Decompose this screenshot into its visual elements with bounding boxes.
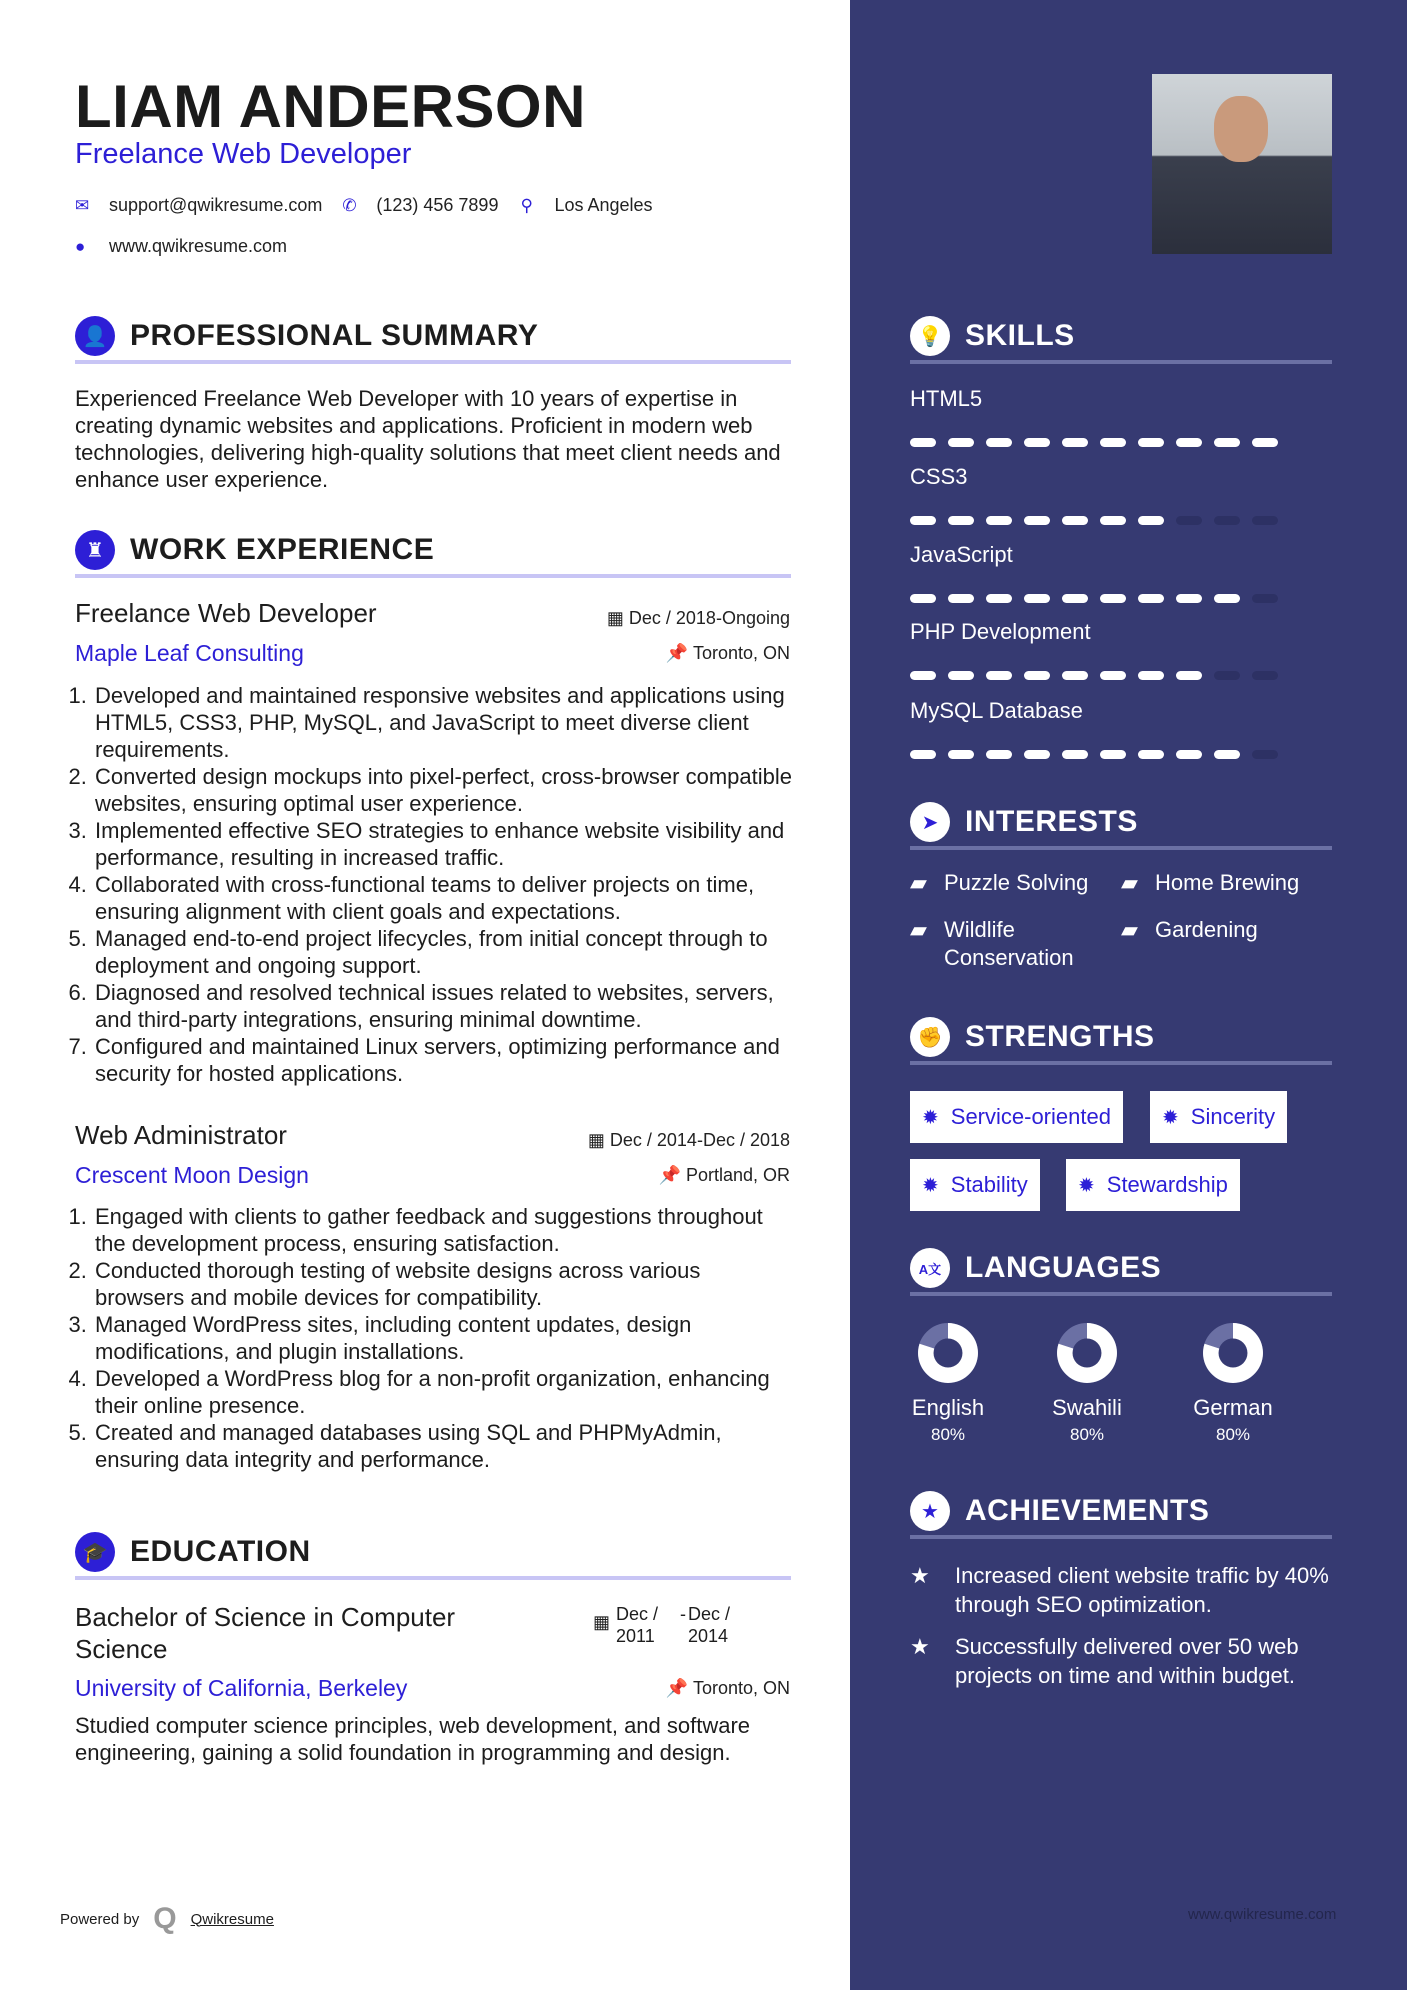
skill-level-dash: [1100, 516, 1126, 525]
skill-level-dash: [910, 516, 936, 525]
section-title: STRENGTHS: [965, 1020, 1155, 1053]
skill-level-dash: [986, 750, 1012, 759]
experience-heading: [75, 530, 791, 578]
skill-level-dash: [1100, 594, 1126, 603]
skill-level-bar: [910, 594, 1278, 603]
calendar-icon: ▦: [587, 1130, 610, 1150]
skill-level-dash: [986, 671, 1012, 680]
interest-label: Puzzle Solving: [944, 870, 1089, 895]
pin-icon: 📌: [658, 1165, 686, 1185]
job-date-1: [607, 608, 790, 629]
job-date-2: [588, 1130, 790, 1151]
skill-name: MySQL Database: [910, 698, 1083, 723]
summary-heading: [75, 316, 791, 364]
skill-level-dash: [1252, 750, 1278, 759]
skill-level-dash: [948, 671, 974, 680]
section-title: PROFESSIONAL SUMMARY: [130, 319, 539, 352]
badge-icon: ✹: [922, 1106, 939, 1129]
paper-plane-icon: ➤: [910, 802, 950, 842]
skill-level-dash: [1252, 438, 1278, 447]
powered-by: [60, 1902, 274, 1936]
globe-icon: ●: [75, 236, 86, 256]
job-title-1: Freelance Web Developer: [75, 598, 377, 628]
badge-icon: ✹: [1162, 1106, 1179, 1129]
location: Portland, OR: [685, 1165, 790, 1185]
language-percent: 80%: [930, 1425, 966, 1444]
skill-level-dash: [948, 594, 974, 603]
skill-level-dash: [1024, 750, 1050, 759]
skill-level-dash: [1214, 438, 1240, 447]
graduate-icon: 🎓: [75, 1532, 115, 1572]
calendar-icon: ▦: [606, 608, 629, 628]
skill-level-dash: [1214, 594, 1240, 603]
section-title: SKILLS: [965, 319, 1075, 352]
language-name: English: [911, 1395, 985, 1420]
location: Los Angeles: [554, 195, 653, 215]
skill-level-dash: [1176, 594, 1202, 603]
job-title-2: Web Administrator: [75, 1120, 287, 1150]
skill-name: CSS3: [910, 464, 968, 489]
profile-photo: [1152, 74, 1332, 254]
list-item: 5. Managed end-to-end project lifecycles, from initial concept through to deployment and ongoing support.: [93, 925, 795, 979]
skill-level-dash: [948, 438, 974, 447]
job-location-2: [659, 1165, 790, 1186]
list-item: 2. Conducted thorough testing of website designs across various browsers and mobile devices for compatibility.: [93, 1257, 795, 1311]
skill-level-dash: [1138, 594, 1164, 603]
location: Toronto, ON: [692, 1678, 790, 1698]
strength-chip: [1066, 1159, 1240, 1211]
pin-icon: 📌: [665, 643, 693, 663]
interest-label: Wildlife Conservation: [944, 917, 1074, 970]
skill-level-dash: [1024, 594, 1050, 603]
start-date: Dec / 2011: [616, 1604, 659, 1646]
language-donut: [1056, 1322, 1118, 1384]
skill-name: PHP Development: [910, 619, 1091, 644]
skill-level-dash: [986, 594, 1012, 603]
summary-text: Experienced Freelance Web Developer with 10 years of expertise in creating dynamic websites and applications. Proficient in modern web technologies, delivering high-quality solutions that meet client needs and enhance user experience.: [75, 386, 781, 492]
website[interactable]: www.qwikresume.com: [109, 236, 288, 256]
interest-item: [910, 869, 1088, 897]
qwikresume-link[interactable]: Qwikresume: [190, 1910, 274, 1928]
skill-level-dash: [1024, 438, 1050, 447]
skill-level-dash: [1024, 516, 1050, 525]
strengths-heading: [910, 1017, 1332, 1065]
school: University of California, Berkeley: [75, 1675, 408, 1701]
strength-label: Service-oriented: [950, 1104, 1111, 1129]
degree: Bachelor of Science in Computer Science: [75, 1602, 456, 1664]
skill-name: JavaScript: [910, 542, 1013, 567]
shooting-star-icon: ★: [910, 1634, 930, 1659]
list-item: 4. Developed a WordPress blog for a non-profit organization, enhancing their online presence.: [93, 1365, 795, 1419]
skill-level-dash: [948, 516, 974, 525]
list-item: 5. Created and managed databases using SQL and PHPMyAdmin, ensuring data integrity and performance.: [93, 1419, 795, 1473]
strength-chip: [1150, 1091, 1287, 1143]
date-separator: -: [680, 1604, 687, 1624]
skill-level-dash: [910, 750, 936, 759]
star-icon: ★: [910, 1491, 950, 1531]
skill-level-dash: [1100, 438, 1126, 447]
skill-level-bar: [910, 671, 1278, 680]
user-icon: 👤: [75, 316, 115, 356]
skill-level-dash: [1176, 750, 1202, 759]
fist-icon: ✊: [910, 1017, 950, 1057]
skill-level-dash: [1252, 516, 1278, 525]
list-item: 3. Implemented effective SEO strategies to enhance website visibility and performance, resulting in increased traffic.: [93, 817, 795, 871]
achievements-heading: [910, 1491, 1332, 1539]
book-icon: ▰: [1121, 917, 1138, 942]
skill-level-bar: [910, 516, 1278, 525]
footer-website[interactable]: www.qwikresume.com: [1188, 1906, 1337, 1923]
skill-level-dash: [1252, 594, 1278, 603]
skill-level-dash: [1062, 438, 1088, 447]
skill-level-dash: [1252, 671, 1278, 680]
skill-level-dash: [1062, 594, 1088, 603]
achievement-item: [910, 1632, 1350, 1690]
interest-item: [1121, 869, 1299, 897]
skill-level-dash: [1138, 438, 1164, 447]
book-icon: ▰: [1121, 870, 1138, 895]
section-title: EDUCATION: [130, 1535, 311, 1568]
interest-item: [1121, 916, 1258, 944]
list-item: 4. Collaborated with cross-functional teams to deliver projects on time, ensuring alignment with client goals and expectations.: [93, 871, 795, 925]
website-row: [75, 236, 287, 257]
education-text: Studied computer science principles, web development, and software engineering, gaining a solid foundation in programming and design.: [75, 1713, 751, 1765]
language-donut: [917, 1322, 979, 1384]
qwikresume-logo-icon: Q: [153, 1902, 177, 1935]
list-item: 2. Converted design mockups into pixel-perfect, cross-browser compatible websites, ensuring optimal user experience.: [93, 763, 795, 817]
strength-label: Stewardship: [1106, 1172, 1228, 1197]
skill-level-dash: [1176, 438, 1202, 447]
badge-icon: ✹: [922, 1174, 939, 1197]
language-item: [1027, 1322, 1147, 1445]
skill-level-dash: [910, 594, 936, 603]
skill-level-dash: [1100, 671, 1126, 680]
chair-icon: ♜: [75, 530, 115, 570]
skill-level-bar: [910, 750, 1278, 759]
skill-level-dash: [1100, 750, 1126, 759]
language-name: German: [1193, 1395, 1273, 1420]
achievement-item: [910, 1561, 1350, 1619]
pin-icon: 📌: [665, 1678, 693, 1698]
translate-icon: A文: [910, 1248, 950, 1288]
achievement-text: Increased client website traffic by 40% through SEO optimization.: [955, 1563, 1329, 1617]
section-title: ACHIEVEMENTS: [965, 1494, 1210, 1527]
language-percent: 80%: [1215, 1425, 1251, 1444]
skill-level-dash: [986, 516, 1012, 525]
skill-level-dash: [948, 750, 974, 759]
language-donut: [1202, 1322, 1264, 1384]
education-heading: [75, 1532, 791, 1580]
languages-heading: [910, 1248, 1332, 1296]
map-pin-icon: ⚲: [520, 195, 533, 215]
book-icon: ▰: [910, 917, 927, 942]
skill-level-bar: [910, 438, 1278, 447]
job-duties-2: [75, 1203, 795, 1473]
lightbulb-icon: 💡: [910, 316, 950, 356]
date: Dec / 2014-Dec / 2018: [609, 1130, 790, 1150]
section-title: WORK EXPERIENCE: [130, 533, 435, 566]
sidebar: [850, 0, 1407, 1990]
skill-level-dash: [1214, 750, 1240, 759]
date: Dec / 2018-Ongoing: [628, 608, 790, 628]
skill-level-dash: [1138, 750, 1164, 759]
skill-level-dash: [986, 438, 1012, 447]
skill-level-dash: [1138, 671, 1164, 680]
language-name: Swahili: [1052, 1395, 1122, 1420]
skill-level-dash: [910, 671, 936, 680]
job-title: Freelance Web Developer: [75, 138, 412, 170]
envelope-icon: ✉: [75, 195, 90, 215]
phone-icon: ✆: [342, 195, 357, 215]
list-item: 6. Diagnosed and resolved technical issues related to websites, servers, and third-party integrations, ensuring minimal downtime.: [93, 979, 795, 1033]
language-item: [888, 1322, 1008, 1445]
skill-level-dash: [1062, 750, 1088, 759]
company-2: Crescent Moon Design: [75, 1162, 309, 1188]
skill-level-dash: [1138, 516, 1164, 525]
interests-heading: [910, 802, 1332, 850]
skill-level-dash: [1062, 516, 1088, 525]
badge-icon: ✹: [1078, 1174, 1095, 1197]
list-item: 1. Developed and maintained responsive websites and applications using HTML5, CSS3, PHP, MySQL, and JavaScript to meet diverse client requirements.: [93, 682, 795, 763]
powered-by-label: Powered by: [60, 1910, 140, 1928]
interest-label: Home Brewing: [1155, 870, 1300, 895]
job-location-1: [666, 643, 790, 664]
skill-level-dash: [910, 438, 936, 447]
achievement-text: Successfully delivered over 50 web projects on time and within budget.: [955, 1634, 1299, 1688]
end-date: Dec / 2014: [688, 1604, 731, 1646]
candidate-name: LIAM ANDERSON: [75, 73, 586, 140]
language-percent: 80%: [1069, 1425, 1105, 1444]
strength-chip: [910, 1091, 1123, 1143]
section-title: INTERESTS: [965, 805, 1138, 838]
skill-level-dash: [1062, 671, 1088, 680]
strength-chip: [910, 1159, 1040, 1211]
skill-name: HTML5: [910, 386, 983, 411]
section-title: LANGUAGES: [965, 1251, 1162, 1284]
interest-label: Gardening: [1155, 917, 1258, 942]
skill-level-dash: [1176, 671, 1202, 680]
job-duties-1: [75, 682, 795, 1087]
phone: (123) 456 7899: [376, 195, 499, 215]
language-item: [1173, 1322, 1293, 1445]
contact-row: [75, 195, 653, 216]
location: Toronto, ON: [692, 643, 790, 663]
shooting-star-icon: ★: [910, 1563, 930, 1588]
list-item: 7. Configured and maintained Linux servers, optimizing performance and security for hosted applications.: [93, 1033, 795, 1087]
skill-level-dash: [1024, 671, 1050, 680]
skills-heading: [910, 316, 1332, 364]
skill-level-dash: [1214, 671, 1240, 680]
interest-item: [910, 916, 1110, 972]
list-item: 1. Engaged with clients to gather feedback and suggestions throughout the development process, ensuring satisfaction.: [93, 1203, 795, 1257]
education-location: [666, 1678, 790, 1699]
education-dates: [593, 1603, 743, 1647]
strength-label: Sincerity: [1190, 1104, 1276, 1129]
skill-level-dash: [1214, 516, 1240, 525]
strength-label: Stability: [950, 1172, 1028, 1197]
book-icon: ▰: [910, 870, 927, 895]
list-item: 3. Managed WordPress sites, including content updates, design modifications, and plugin installations.: [93, 1311, 795, 1365]
company-1: Maple Leaf Consulting: [75, 640, 304, 666]
calendar-icon: ▦: [593, 1612, 611, 1632]
skill-level-dash: [1176, 516, 1202, 525]
email[interactable]: support@qwikresume.com: [109, 195, 323, 215]
